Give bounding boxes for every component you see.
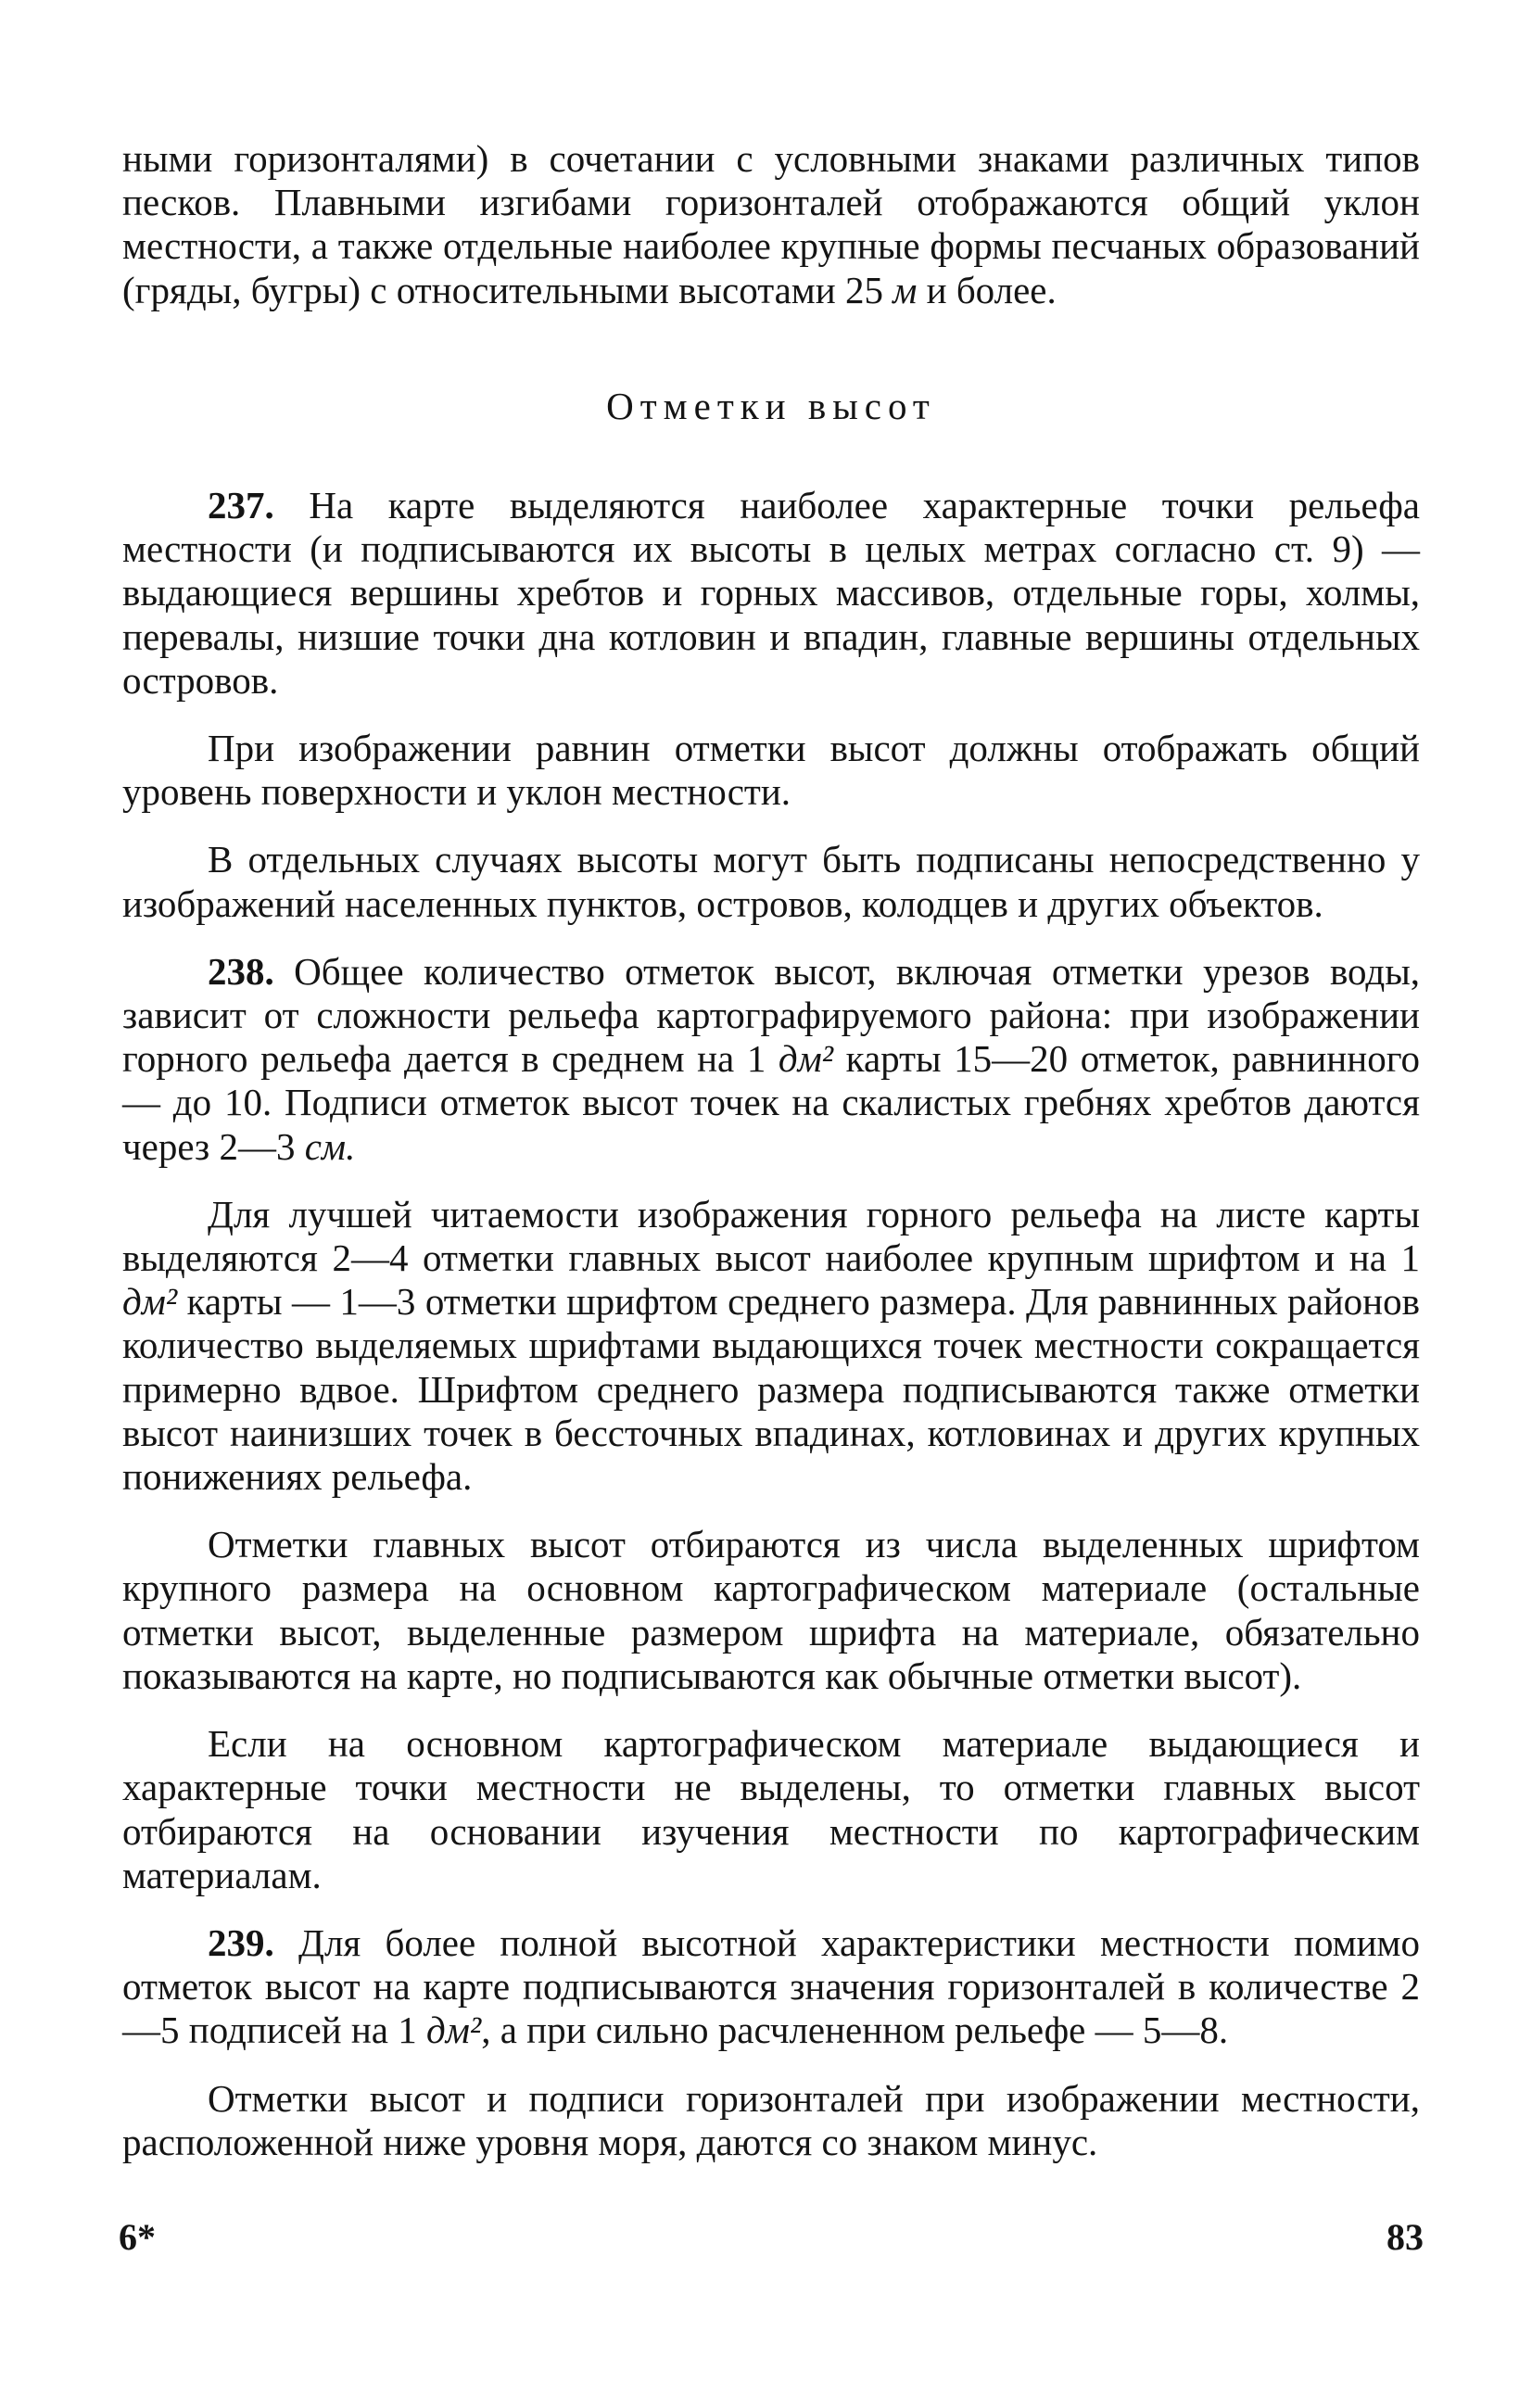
page-number: 83 [1386,2216,1424,2258]
paragraph-plains: При изображении равнин отметки высот должны отображать общий уровень поверхности и уклон местности. [122,727,1420,814]
paragraph-238-text-1: Общее количество отметок высот, включая отметки урезов воды, зависит от сложности рельефа картографируемого района: при изображении горного рельефа дается в среднем на 1 [122,949,1420,1081]
paragraph-239-text-1: Для более полной высотной характеристики местности помимо отметок высот на карте подписываются значения горизонталей в количестве 2—5 подписей на 1 [122,1920,1420,2052]
paragraph-239-unit: дм² [425,2009,482,2052]
paragraph-237-text: На карте выделяются наиболее характерные точки рельефа местности (и подписываются их высоты в целых метрах согласно ст. 9) — выдающиеся вершины хребтов и горных массивов, отдельные горы, холмы, перевалы, низшие точки дна котловин и впадин, главные вершины отдельных островов. [122,484,1420,702]
paragraph-selection: Отметки главных высот отбираются из числа выделенных шрифтом крупного размера на основном картографическом материале (остальные отметки высот, выделенные размером шрифта на материале, обязательно показываются на карте, но подписываются как обычные отметки высот). [122,1523,1420,1697]
paragraph-material: Если на основном картографическом материале выдающиеся и характерные точки местности не выделены, то отметки главных высот отбираются на основании изучения местности по картографическим материалам. [122,1722,1420,1896]
paragraph-238-unit-2: см. [304,1124,356,1168]
clause-number-239: 239. [208,1920,274,1964]
paragraph-239 [122,1921,1420,2053]
signature-mark: 6* [119,2216,156,2258]
paragraph-238-unit-1: дм² [778,1037,834,1081]
paragraph-below-sea: Отметки высот и подписи горизонталей при изображении местности, расположенной ниже уровня моря, даются со знаком минус. [122,2076,1420,2163]
paragraph-readability-text-1: Для лучшей читаемости изображения горного рельефа на листе карты выделяются 2—4 отметки главных высот наиболее крупным шрифтом и на 1 [122,1192,1420,1280]
intro-tail: и более. [917,268,1057,311]
paragraph-238 [122,950,1420,1169]
paragraph-238-text-2: карты 15—20 отметок, равнинного — до 10. Подписи отметок высот точек на скалистых гребнях хребтов даются через 2—3 [122,1037,1420,1168]
paragraph-readability [122,1193,1420,1499]
page-body [122,137,1420,2164]
paragraph-readability-text-2: карты — 1—3 отметки шрифтом среднего размера. Для равнинных районов количество выделяемых шрифтами выдающихся точек местности сокращается примерно вдвое. Шрифтом среднего размера подписываются также отметки высот наинизших точек в бессточных впадинах, котловинах и других крупных понижениях рельефа. [122,1280,1420,1499]
intro-unit: м [893,268,918,311]
intro-paragraph [122,137,1420,312]
paragraph-239-text-2: , а при сильно расчлененном рельефе — 5—8. [481,2009,1229,2052]
section-title: Отметки высот [606,384,936,427]
clause-number-238: 238. [208,949,274,993]
intro-text: ными горизонталями) в сочетании с условными знаками различных типов песков. Плавными изгибами горизонталей отображаются общий уклон местности, а также отдельные наиболее крупные формы песчаных образований (гряды, бугры) с относительными высотами 25 [122,137,1420,311]
paragraph-237 [122,484,1420,703]
paragraph-cases: В отдельных случаях высоты могут быть подписаны непосредственно у изображений населенных пунктов, островов, колодцев и других объектов. [122,838,1420,925]
paragraph-readability-unit: дм² [122,1280,178,1324]
clause-number-237: 237. [208,484,274,527]
